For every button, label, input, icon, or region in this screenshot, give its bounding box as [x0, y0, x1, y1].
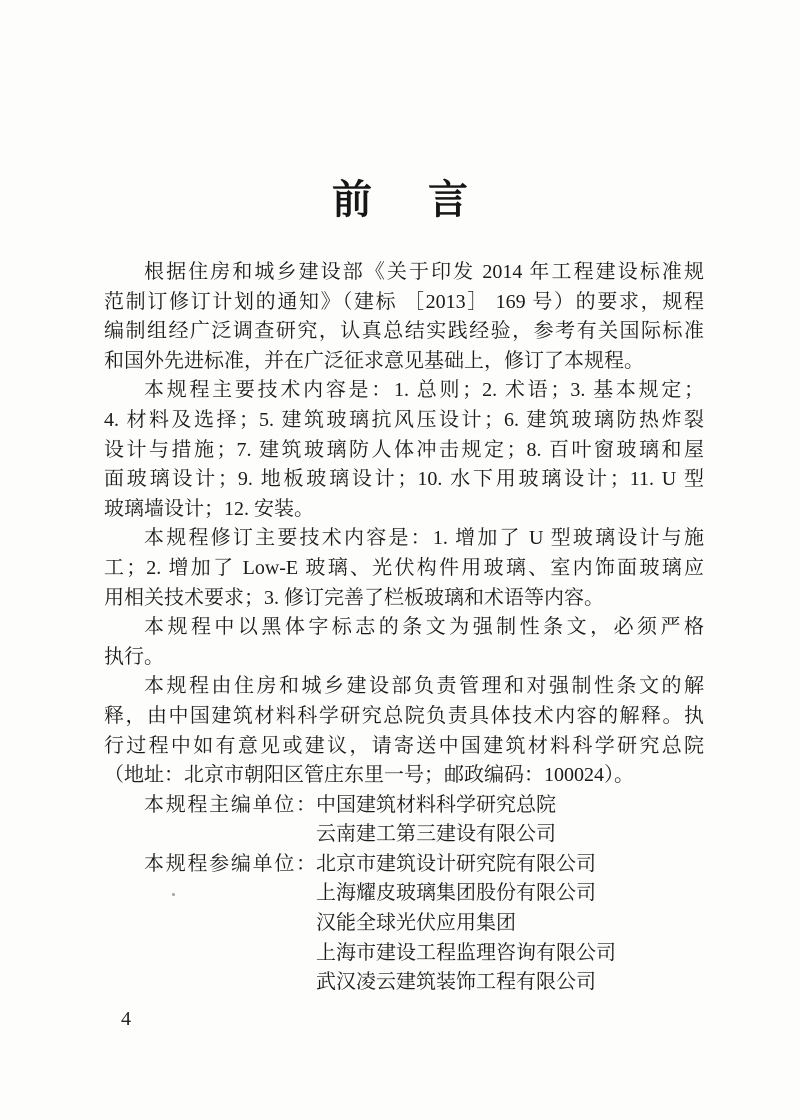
scan-artifact-dot: [172, 893, 175, 896]
chief-editor-label: 本规程主编单位：: [144, 793, 316, 816]
page-number: 4: [121, 1008, 131, 1030]
org-name: 武汉凌云建筑装饰工程有限公司: [316, 971, 596, 994]
foreword-body: [104, 258, 704, 998]
chief-editor-orgs: [316, 791, 704, 850]
org-name: 上海市建设工程监理咨询有限公司: [316, 941, 616, 964]
body-line: 用相关技术要求；3. 修订完善了栏板玻璃和术语等内容。: [104, 586, 604, 609]
body-line: 执行。: [104, 645, 164, 668]
participant-editor-orgs: [316, 850, 704, 998]
body-line: 玻璃墙设计；12. 安装。: [104, 497, 314, 520]
body-line: 行过程中如有意见或建议，请寄送中国建筑材料科学研究总院: [104, 734, 704, 757]
body-line: 本规程修订主要技术内容是：1. 增加了 U 型玻璃设计与施: [144, 527, 704, 550]
org-name: 汉能全球光伏应用集团: [316, 912, 516, 935]
org-name: 北京市建筑设计研究院有限公司: [316, 852, 596, 875]
chief-editor-group: [104, 791, 704, 850]
org-name: 中国建筑材料科学研究总院: [316, 793, 556, 816]
body-line: 范制订修订计划的通知》（建标 ［2013］ 169 号）的要求，规程: [104, 290, 704, 313]
body-line: （地址：北京市朝阳区管庄东里一号；邮政编码：100024）。: [104, 764, 634, 787]
org-name: 上海耀皮玻璃集团股份有限公司: [316, 882, 596, 905]
body-line: 根据住房和城乡建设部《关于印发 2014 年工程建设标准规: [144, 261, 704, 283]
body-line: 面玻璃设计；9. 地板玻璃设计；10. 水下用玻璃设计；11. U 型: [104, 468, 704, 491]
body-line: 编制组经广泛调查研究，认真总结实践经验，参考有关国际标准: [104, 320, 704, 343]
body-line: 本规程中以黑体字标志的条文为强制性条文，必须严格: [144, 616, 704, 639]
org-name: 云南建工第三建设有限公司: [316, 823, 556, 846]
body-line: 4. 材料及选择；5. 建筑玻璃抗风压设计；6. 建筑玻璃防热炸裂: [104, 408, 704, 431]
body-line: 和国外先进标准，并在广泛征求意见基础上，修订了本规程。: [104, 349, 644, 372]
body-line: 设计与措施；7. 建筑玻璃防人体冲击规定；8. 百叶窗玻璃和屋: [104, 438, 704, 461]
participant-editor-label: 本规程参编单位：: [144, 852, 316, 875]
body-line: 释，由中国建筑材料科学研究总院负责具体技术内容的解释。执: [104, 704, 704, 727]
body-line: 本规程主要技术内容是：1. 总则；2. 术语；3. 基本规定；: [144, 379, 704, 402]
body-line: 本规程由住房和城乡建设部负责管理和对强制性条文的解: [144, 675, 704, 698]
body-line: 工；2. 增加了 Low-E 玻璃、光伏构件用玻璃、室内饰面玻璃应: [104, 556, 704, 579]
page-title: 前言: [332, 178, 524, 222]
participant-editor-group: [104, 850, 704, 998]
